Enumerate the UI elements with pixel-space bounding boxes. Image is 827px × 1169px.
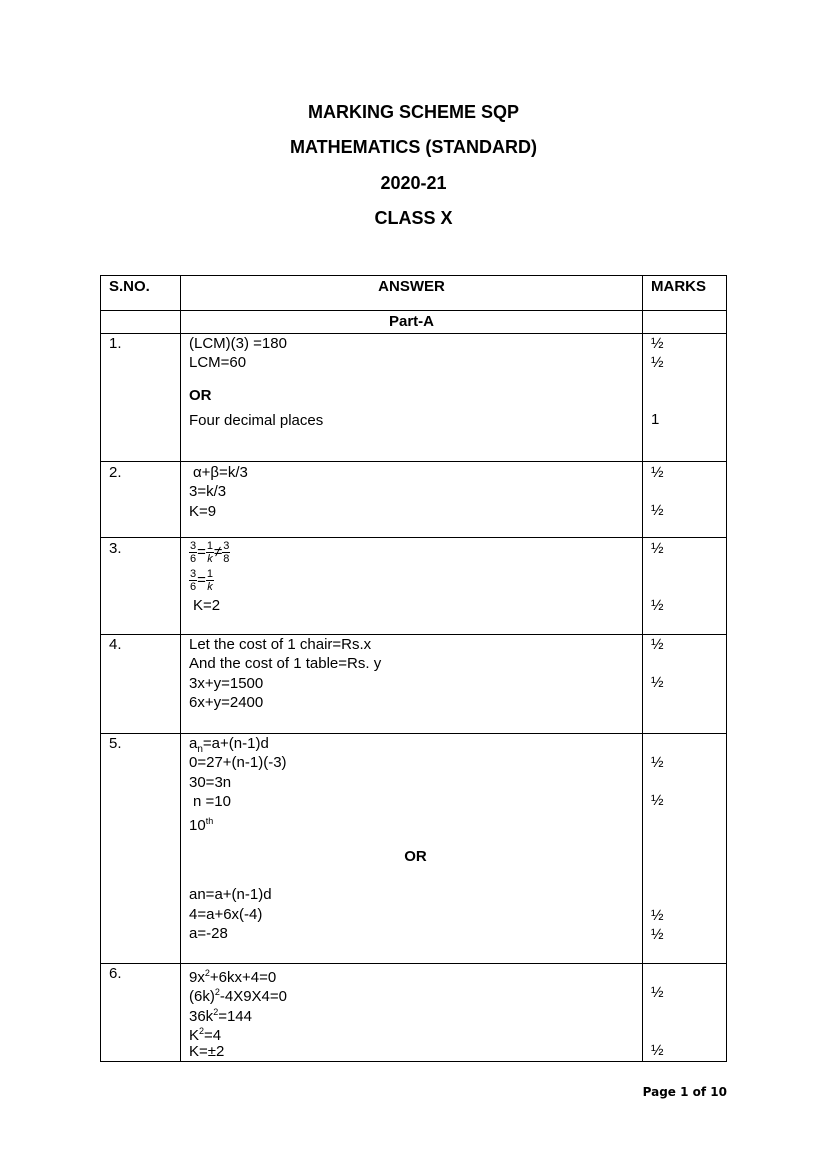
heading-class: CLASS X	[374, 208, 453, 228]
question-number: 2.	[109, 464, 122, 481]
mark-value: ½	[651, 906, 664, 924]
fraction-denominator: k	[207, 581, 213, 593]
ratio-equality: $\frac{3}{6}$ = $\frac{1}{k}$	[190, 568, 214, 593]
answer-line: $a_n=a+(n-1)d$	[189, 735, 269, 755]
fraction-numerator: 3	[190, 568, 197, 580]
answer-line: K=±2	[189, 1042, 225, 1060]
fraction-numerator: 3	[190, 540, 197, 552]
table-row	[101, 964, 727, 1062]
fraction-numerator: 1	[206, 540, 214, 552]
fraction-denominator: 6	[190, 553, 197, 565]
col-header-marks: MARKS	[643, 276, 727, 311]
mark-value: ½	[651, 335, 664, 352]
answer-line: 6x+y=2400	[189, 694, 264, 712]
table-header-row	[101, 276, 727, 311]
or-label: OR	[189, 386, 212, 404]
page-number: Page 1 of 10	[642, 1085, 727, 1099]
answer-line: n =10	[193, 793, 231, 811]
fraction-denominator: 6	[190, 581, 197, 593]
answer-line: Four decimal places	[189, 411, 324, 429]
mark-value: ½	[651, 597, 664, 615]
mark-value: ½	[651, 540, 664, 557]
ratio-inequality: $\frac{3}{6}$ = $\frac{1}{k}$ ≠ $\frac{3}{8}$	[190, 540, 230, 565]
mark-value: ½	[651, 636, 664, 653]
answer-line: $36k^2=144$	[189, 1006, 252, 1025]
answer-line: And the cost of 1 table=Rs. y	[189, 655, 382, 673]
heading-subject: MATHEMATICS (STANDARD)	[290, 137, 537, 157]
answer-line: K=2	[193, 597, 221, 614]
answer-line: 0=27+(n-1)(-3)	[189, 754, 287, 772]
answer-line: Let the cost of 1 chair=Rs.x	[189, 636, 372, 653]
question-number: 4.	[109, 636, 122, 653]
marking-table	[100, 275, 727, 1062]
mark-value: ½	[651, 984, 664, 1001]
mark-value: ½	[651, 926, 664, 944]
answer-line: 4=a+6x(-4)	[189, 905, 263, 923]
answer-line: $(6k)^2-4X9X4=0$	[189, 987, 287, 1006]
table-row	[101, 462, 727, 538]
answer-line: an=a+(n-1)d	[189, 886, 272, 904]
table-row	[101, 538, 727, 635]
table-row	[101, 334, 727, 462]
fraction-denominator: 8	[223, 553, 230, 565]
col-header-sno: S.NO.	[101, 276, 181, 311]
heading-year: 2020-21	[380, 173, 447, 193]
question-number: 3.	[109, 540, 122, 557]
answer-line: (LCM)(3) =180	[189, 335, 287, 352]
answer-line: 30=3n	[189, 773, 232, 791]
question-number: 5.	[109, 735, 122, 752]
fraction-numerator: 1	[206, 568, 214, 580]
fraction-numerator: 3	[223, 540, 230, 552]
answer-line: LCM=60	[189, 354, 247, 372]
mark-value: ½	[651, 354, 664, 372]
fraction-denominator: k	[207, 553, 213, 565]
answer-line: $K^2=4$	[189, 1026, 222, 1045]
mark-value: ½	[651, 674, 664, 692]
answer-line: α+β=k/3	[193, 464, 248, 481]
part-a-label: Part-A	[181, 311, 643, 334]
answer-line: 3x+y=1500	[189, 674, 264, 692]
or-label: OR	[404, 847, 427, 865]
mark-value: ½	[651, 464, 664, 481]
mark-value: ½	[651, 754, 664, 771]
mark-value: ½	[651, 1042, 664, 1060]
answer-line: a=-28	[189, 925, 228, 943]
mark-value: ½	[651, 502, 664, 520]
heading-marking-scheme: MARKING SCHEME SQP	[307, 102, 520, 122]
mark-value: ½	[651, 792, 664, 810]
table-row	[101, 734, 727, 964]
part-row	[101, 311, 727, 334]
col-header-answer: ANSWER	[181, 276, 643, 311]
question-number: 6.	[109, 965, 122, 982]
table-row	[101, 635, 727, 734]
answer-line: 10th	[189, 815, 214, 834]
answer-line: K=9	[189, 502, 217, 520]
question-number: 1.	[109, 335, 122, 352]
answer-line: 3=k/3	[189, 483, 227, 501]
mark-value: 1	[651, 410, 660, 428]
answer-line: $9x^2+6kx+4=0$	[189, 968, 277, 986]
